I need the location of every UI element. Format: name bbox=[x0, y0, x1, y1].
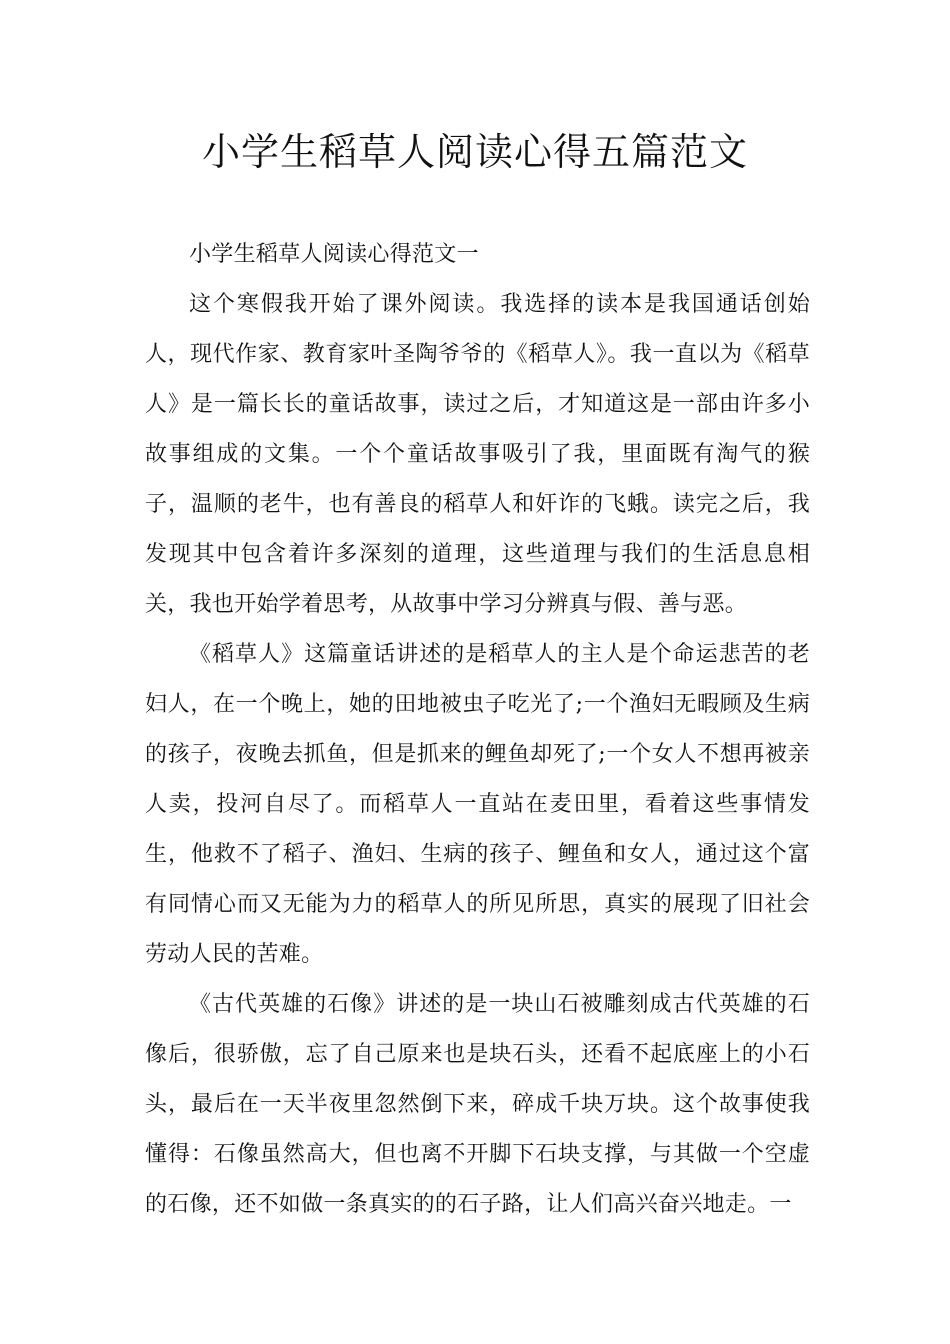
paragraph: 《古代英雄的石像》讲述的是一块山石被雕刻成古代英雄的石像后，很骄傲，忘了自己原来也是块石头，还看不起底座上的小石头，最后在一天半夜里忽然倒下来，碎成千块万块。这个故事使我懂得：石像虽然高大，但也离不开脚下石块支撑，与其做一个空虚的石像，还不如做一条真实的的石子路，让人们高兴奋兴地走。一 bbox=[145, 992, 810, 1217]
document-title: 小学生稻草人阅读心得五篇范文 bbox=[201, 130, 748, 174]
paragraph: 《稻草人》这篇童话讲述的是稻草人的主人是个命运悲苦的老妇人，在一个晚上，她的田地被虫子吃光了;一个渔妇无暇顾及生病的孩子，夜晚去抓鱼，但是抓来的鲤鱼却死了;一个女人不想再被亲人卖，投河自尽了。而稻草人一直站在麦田里，看着这些事情发生，他救不了稻子、渔妇、生病的孩子、鲤鱼和女人，通过这个富有同情心而又无能为力的稻草人的所见所思，真实的展现了旧社会劳动人民的苦难。 bbox=[145, 642, 810, 967]
section-heading: 小学生稻草人阅读心得范文一 bbox=[189, 242, 479, 267]
document-body bbox=[145, 230, 810, 1230]
paragraph: 这个寒假我开始了课外阅读。我选择的读本是我国通话创始人，现代作家、教育家叶圣陶爷爷的《稻草人》。我一直以为《稻草人》是一篇长长的童话故事，读过之后，才知道这是一部由许多小故事组成的文集。一个个童话故事吸引了我，里面既有淘气的猴子，温顺的老牛，也有善良的稻草人和奸诈的飞蛾。读完之后，我发现其中包含着许多深刻的道理，这些道理与我们的生活息息相关，我也开始学着思考，从故事中学习分辨真与假、善与恶。 bbox=[145, 292, 810, 617]
